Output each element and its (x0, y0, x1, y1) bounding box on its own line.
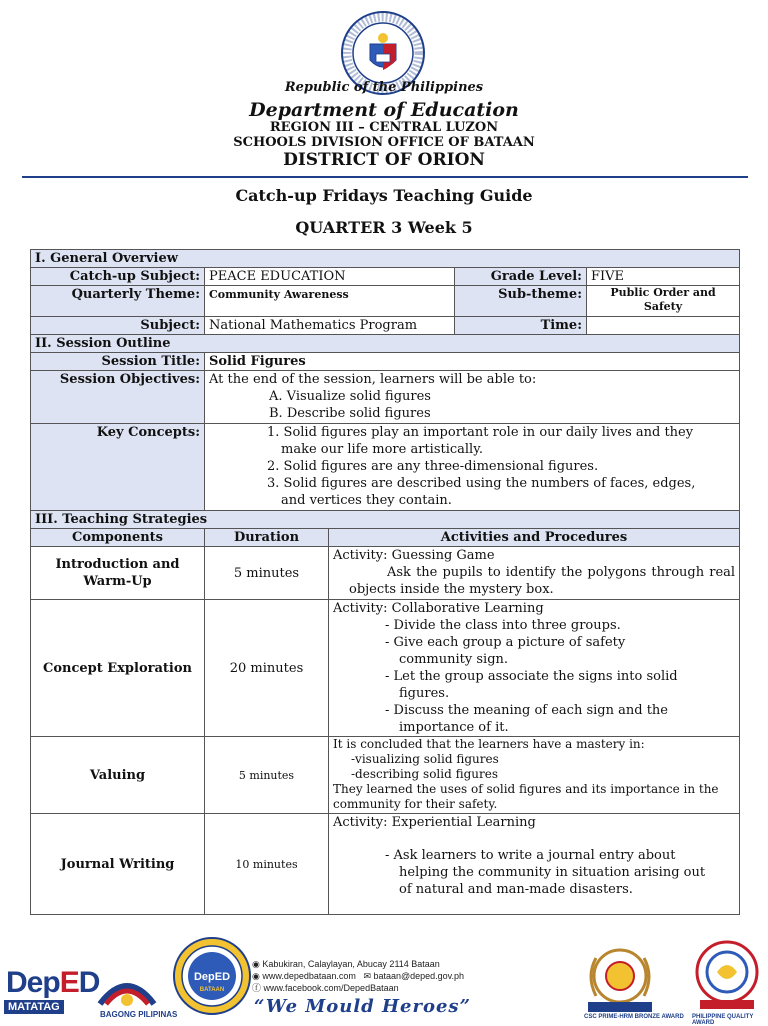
philippine-quality-award-icon (692, 936, 762, 1012)
catch-up-subject-value: PEACE EDUCATION (205, 268, 455, 286)
activity-cell (329, 814, 740, 915)
activity-line: - Let the group associate the signs into solid figures. (385, 669, 678, 701)
email-icon: ✉ (363, 971, 374, 981)
footer-contact (252, 958, 464, 994)
motto: “We Mould Heroes” (254, 996, 471, 1017)
web-email-line (252, 970, 464, 982)
globe-icon: ◉ (252, 971, 263, 981)
objective-item: A. Visualize solid figures (269, 389, 431, 404)
sub-theme-label: Sub-theme: (455, 286, 587, 317)
table-row (31, 286, 740, 317)
deped-logo: DepED (6, 966, 100, 999)
activity-line: They learned the uses of solid figures and its importance in the community for their safety. (333, 782, 719, 811)
section-general-overview: I. General Overview (31, 250, 740, 268)
section-session-outline: II. Session Outline (31, 335, 740, 353)
activity-line: - Ask learners to write a journal entry about helping the community in situation arising out of natural and man-made disasters. (385, 848, 706, 897)
table-row (31, 547, 740, 600)
session-title-value: Solid Figures (205, 353, 740, 371)
component-name: Valuing (31, 737, 205, 814)
table-row (31, 353, 740, 371)
svg-text:DepED: DepED (193, 971, 231, 983)
component-name: Concept Exploration (31, 600, 205, 737)
activity-title: Activity: Experiential Learning (333, 815, 536, 830)
republic-line: Republic of the Philippines (284, 80, 484, 95)
session-title-label: Session Title: (31, 353, 205, 371)
subject-value: National Mathematics Program (205, 317, 455, 335)
table-row (31, 268, 740, 286)
key-concepts-label: Key Concepts: (31, 424, 205, 511)
bagong-pilipinas-label: BAGONG PILIPINAS (100, 1010, 178, 1019)
activity-line: - Discuss the meaning of each sign and the importance of it. (385, 703, 668, 735)
csc-prime-hrm-award-icon (582, 944, 658, 1014)
table-row (31, 814, 740, 915)
table-row (31, 600, 740, 737)
email-link[interactable]: bataan@deped.gov.ph (373, 971, 465, 981)
table-row (31, 424, 740, 511)
svg-text:BATAAN: BATAAN (199, 987, 225, 993)
address-line: ◉ Kabukiran, Calaylayan, Abucay 2114 Bataan (252, 959, 440, 969)
section-row (31, 250, 740, 268)
sub-theme-value: Public Order and Safety (587, 286, 740, 317)
division-logo-icon (172, 936, 252, 1016)
document-subtitle: QUARTER 3 Week 5 (295, 218, 473, 237)
table-row (31, 737, 740, 814)
key-concept-item: 3. Solid figures are described using the numbers of faces, edges, and vertices they contain. (267, 476, 696, 508)
key-concepts-cell (205, 424, 740, 511)
table-header-row (31, 529, 740, 547)
column-header-activities: Activities and Procedures (329, 529, 740, 547)
location-icon: ◉ (252, 959, 263, 969)
district-line: DISTRICT OF ORION (283, 150, 485, 170)
time-value (587, 317, 740, 335)
quarterly-theme-value: Community Awareness (205, 286, 455, 317)
key-concept-item: 2. Solid figures are any three-dimensional figures. (267, 459, 599, 474)
session-objectives-label: Session Objectives: (31, 371, 205, 424)
table-row (31, 371, 740, 424)
objective-item: B. Describe solid figures (269, 406, 431, 421)
activity-cell (329, 737, 740, 814)
grade-level-label: Grade Level: (455, 268, 587, 286)
document-title: Catch-up Fridays Teaching Guide (235, 186, 533, 205)
activity-line: -describing solid figures (351, 767, 498, 781)
key-concept-item: 1. Solid figures play an important role in our daily lives and they make our life more artistically. (267, 425, 694, 457)
award-label: CSC PRIME-HRM BRONZE AWARD (584, 1014, 684, 1020)
table-row (31, 317, 740, 335)
component-duration: 5 minutes (205, 547, 329, 600)
column-header-duration: Duration (205, 529, 329, 547)
bagong-pilipinas-icon (96, 974, 158, 1010)
activity-line: Ask the pupils to identify the polygons through real objects inside the mystery box. (349, 565, 736, 597)
website-link[interactable]: www.depedbataan.com (262, 971, 356, 981)
activity-line: - Divide the class into three groups. (385, 618, 621, 633)
section-row (31, 335, 740, 353)
footer (0, 930, 768, 1024)
activity-cell (329, 547, 740, 600)
header-divider (22, 176, 748, 178)
column-header-components: Components (31, 529, 205, 547)
facebook-link[interactable]: www.facebook.com/DepedBataan (263, 983, 399, 993)
section-row (31, 511, 740, 529)
facebook-icon: ⓕ (252, 983, 264, 993)
component-name: Journal Writing (31, 814, 205, 915)
division-line: SCHOOLS DIVISION OFFICE OF BATAAN (233, 135, 535, 150)
quarterly-theme-label: Quarterly Theme: (31, 286, 205, 317)
activity-line: -visualizing solid figures (351, 752, 499, 766)
time-label: Time: (455, 317, 587, 335)
activity-title: Activity: Collaborative Learning (333, 601, 544, 616)
session-objectives-cell (205, 371, 740, 424)
catch-up-subject-label: Catch-up Subject: (31, 268, 205, 286)
activity-cell (329, 600, 740, 737)
component-name: Introduction and Warm-Up (31, 547, 205, 600)
component-duration: 10 minutes (205, 814, 329, 915)
activity-title: It is concluded that the learners have a mastery in: (333, 737, 645, 751)
grade-level-value: FIVE (587, 268, 740, 286)
activity-title: Activity: Guessing Game (333, 548, 495, 563)
section-teaching-strategies: III. Teaching Strategies (31, 511, 740, 529)
matatag-logo: MATATAG (4, 1000, 64, 1014)
subject-label: Subject: (31, 317, 205, 335)
component-duration: 5 minutes (205, 737, 329, 814)
facebook-line (252, 982, 464, 994)
component-duration: 20 minutes (205, 600, 329, 737)
department-name: Department of Education (249, 99, 519, 121)
objectives-intro: At the end of the session, learners will be able to: (209, 372, 537, 387)
teaching-guide-table (30, 249, 740, 915)
award-label: PHILIPPINE QUALITY AWARD (692, 1014, 754, 1026)
activity-line: - Give each group a picture of safety community sign. (385, 635, 626, 667)
region-line: REGION III – CENTRAL LUZON (269, 120, 499, 135)
